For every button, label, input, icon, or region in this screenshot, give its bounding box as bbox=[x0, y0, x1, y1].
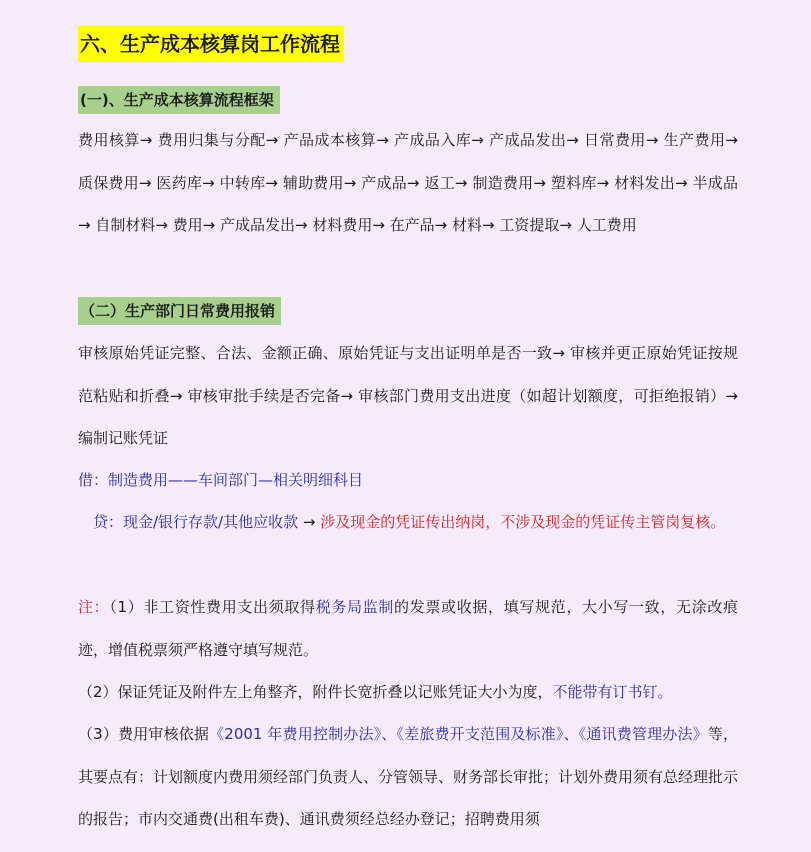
note-3-documents: 《2001 年费用控制办法》、《差旅费开支范围及标准》、《通讯费管理办法》 bbox=[209, 725, 708, 743]
note-1-highlight: 税务局监制 bbox=[315, 598, 395, 616]
page-title: 六、生产成本核算岗工作流程 bbox=[78, 26, 344, 62]
title-wrap bbox=[78, 26, 344, 62]
debit-entry: 借：制造费用——车间部门—相关明细科目 bbox=[78, 471, 364, 489]
note-1-text-c: 的发票或收据，填写规范，大小写一致，无涂改痕迹，增值税票须严格遵守填写规范。 bbox=[78, 598, 738, 659]
note-2-text-a: （2）保证凭证及附件左上角整齐，附件长宽折叠以记账凭证大小为度， bbox=[78, 683, 553, 701]
note-1-text-a: （1）非工资性费用支出须取得 bbox=[109, 598, 316, 616]
credit-accounts: 贷：现金/银行存款/其他应收款 bbox=[93, 513, 299, 531]
credit-entry bbox=[78, 501, 738, 544]
note-1 bbox=[78, 586, 738, 671]
credit-note: 涉及现金的凭证传出纳岗，不涉及现金的凭证传主管岗复核。 bbox=[320, 513, 726, 531]
note-2 bbox=[78, 671, 738, 714]
note-label: 注： bbox=[78, 598, 110, 616]
section-1-flow: 费用核算→ 费用归集与分配→ 产品成本核算→ 产成品入库→ 产成品发出→ 日常费用→ 生产费用→ 质保费用→ 医药库→ 中转库→ 辅助费用→ 产成品→ 返工→ 制造费用→ 塑料库→ 材料发出→ 半成品→ 自制材料→ 费用→ 产成品发出→ 材料费用→ 在产品→ 材料→ 工资提取→ 人工费用 bbox=[78, 131, 738, 234]
section-2-flow: 审核原始凭证完整、合法、金额正确、原始凭证与支出证明单是否一致→ 审核并更正原始凭证按规范粘贴和折叠→ 审核审批手续是否完备→ 审核部门费用支出进度（如超计划额度，可拒绝报销）→ 编制记账凭证 bbox=[78, 344, 738, 447]
note-3 bbox=[78, 713, 738, 841]
section-1-heading: (一)、生产成本核算流程框架 bbox=[78, 86, 280, 114]
note-2-highlight: 不能带有订书钉。 bbox=[552, 683, 673, 701]
arrow-icon: → bbox=[302, 513, 316, 531]
section-2-heading: （二）生产部门日常费用报销 bbox=[78, 297, 281, 325]
note-3-text-a: （3）费用审核依据 bbox=[78, 725, 210, 743]
note-3-text-c: 等，其要点有：计划额度内费用须经部门负责人、分管领导、财务部长审批；计划外费用须有总经理批示的报告；市内交通费(出租车费)、通讯费须经总经办登记；招聘费用须 bbox=[78, 725, 739, 828]
